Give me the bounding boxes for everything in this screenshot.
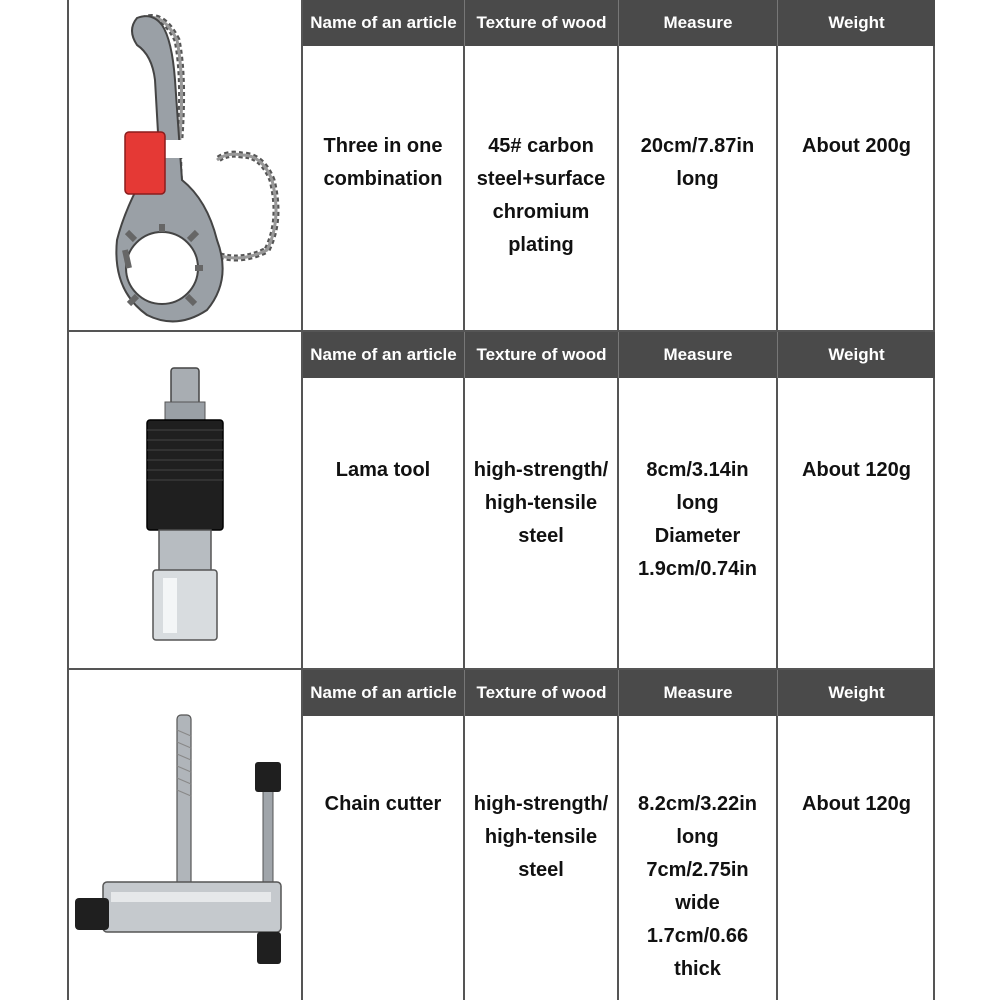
crank-puller-icon (67, 332, 303, 669)
product-section-2 (67, 332, 935, 669)
cell-text: 20cm/7.87in (640, 135, 755, 157)
cell-measure (619, 780, 778, 1000)
cell-text: Three in one (323, 135, 443, 157)
cell-measure (619, 446, 778, 669)
header-measure: Measure (619, 0, 778, 46)
cell-text: high-strength/ (473, 793, 609, 815)
cell-text: plating (508, 234, 574, 256)
cell-text: Diameter (654, 525, 741, 547)
cell-text: steel+surface (476, 168, 606, 190)
product-section-1 (67, 0, 935, 331)
cell-text: thick (674, 958, 721, 980)
product-image-cell (67, 332, 303, 669)
header-weight: Weight (828, 345, 885, 364)
cell-text: long (676, 492, 719, 514)
header-measure: Measure (619, 332, 778, 378)
cell-name (303, 780, 465, 1000)
cell-text: Lama tool (335, 459, 431, 481)
cell-name (303, 122, 465, 331)
cell-text: steel (518, 525, 564, 547)
cell-weight (778, 780, 935, 1000)
cell-text: 1.7cm/0.66 (646, 925, 749, 947)
cell-text: chromium (492, 201, 590, 223)
cell-text: combination (323, 168, 443, 190)
cell-texture (465, 122, 619, 331)
cell-text: high-tensile (484, 826, 598, 848)
table-header-row (303, 670, 935, 716)
header-measure: Measure (619, 670, 778, 716)
cell-texture (465, 780, 619, 1000)
cell-measure (619, 122, 778, 331)
cell-weight (778, 122, 935, 331)
cell-text: 8cm/3.14in (646, 459, 749, 481)
table-header-row (303, 0, 935, 46)
product-image-cell (67, 0, 303, 331)
table-row (303, 446, 935, 669)
header-weight: Weight (828, 683, 885, 702)
chain-whip-wrench-icon (67, 0, 303, 331)
header-name: Name of an article (303, 670, 465, 716)
cell-text: high-tensile (484, 492, 598, 514)
cell-weight (778, 446, 935, 669)
cell-texture (465, 446, 619, 669)
table-header-row (303, 332, 935, 378)
cell-text: steel (518, 859, 564, 881)
header-texture: Texture of wood (465, 332, 619, 378)
cell-text: high-strength/ (473, 459, 609, 481)
table-row (303, 780, 935, 1000)
header-weight: Weight (828, 13, 885, 32)
header-name: Name of an article (303, 332, 465, 378)
cell-text: long (676, 826, 719, 848)
chain-cutter-icon (67, 670, 303, 1000)
product-image-cell (67, 670, 303, 1000)
table-row (303, 122, 935, 331)
cell-text: 8.2cm/3.22in (638, 793, 757, 815)
cell-name (303, 446, 465, 669)
cell-text: Chain cutter (324, 793, 442, 815)
header-name: Name of an article (303, 0, 465, 46)
cell-text: About 120g (802, 793, 911, 815)
cell-text: About 200g (802, 135, 911, 157)
cell-text: wide (675, 892, 720, 914)
cell-text: 45# carbon (488, 135, 594, 157)
header-texture: Texture of wood (465, 0, 619, 46)
product-section-3 (67, 670, 935, 1000)
cell-text: 7cm/2.75in (646, 859, 749, 881)
cell-text: long (676, 168, 719, 190)
cell-text: 1.9cm/0.74in (638, 558, 757, 580)
cell-text: About 120g (802, 459, 911, 481)
header-texture: Texture of wood (465, 670, 619, 716)
